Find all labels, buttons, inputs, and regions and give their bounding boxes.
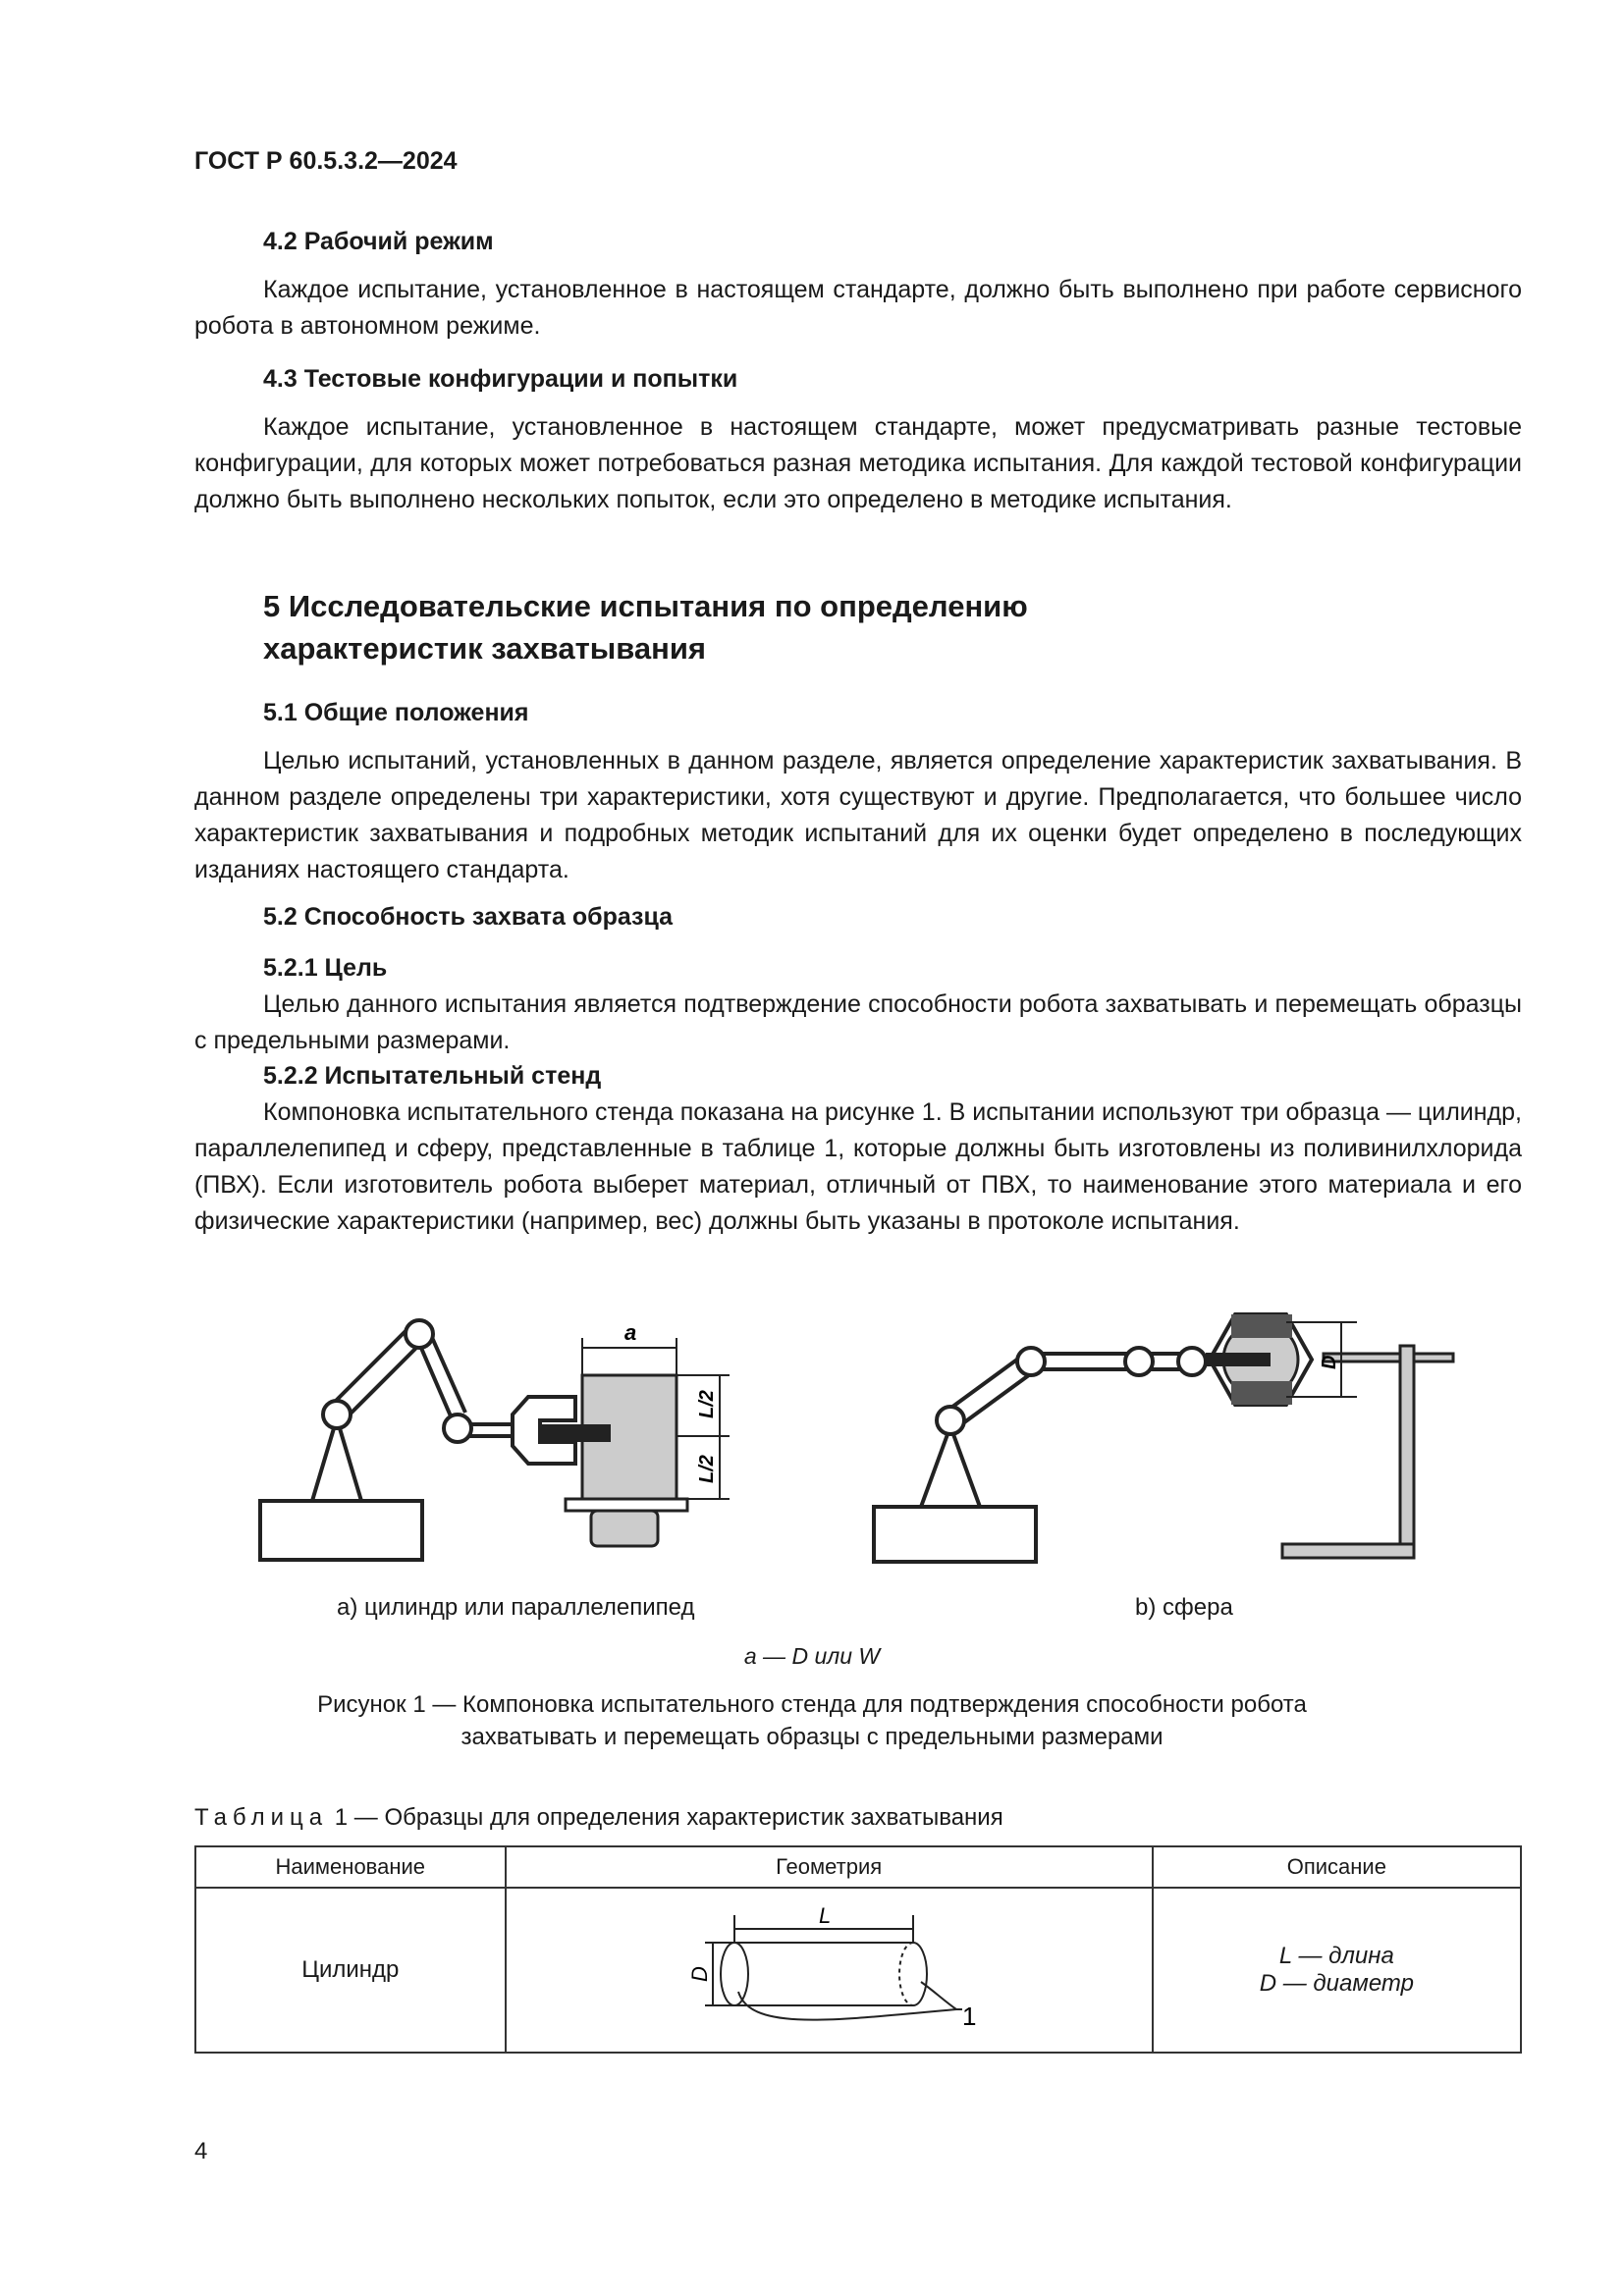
dimension-label-l2-top: L/2 [696,1390,718,1418]
table-title-rest: 1 — Образцы для определения характеристик захватывания [328,1804,1003,1831]
section-5-2-2 [194,1058,1522,1240]
figure-title [295,1688,1329,1753]
section-heading: 4.2 Рабочий режим [263,228,494,255]
geom-label-l: L [819,1902,832,1928]
cylinder-sketch [662,1894,996,2041]
section-heading: 5.2.1 Цель [263,954,388,982]
specimen-description [1153,1888,1521,2053]
figure-title-line2: захватывать и перемещать образцы с предельными размерами [460,1724,1164,1750]
sphere-stand [1282,1346,1453,1558]
specimen-table [194,1845,1522,2054]
section-heading-line2: характеристик захватывания [263,631,706,666]
desc-line: D — диаметр [1259,1970,1414,1997]
table-header-row [195,1846,1521,1888]
section-5-1 [194,695,1522,888]
section-5-2 [194,899,1522,935]
section-heading: 5.2.2 Испытательный стенд [263,1062,602,1090]
figure-caption-a: a) цилиндр или параллелепипед [337,1594,695,1621]
section-heading: 5.2 Способность захвата образца [263,903,674,931]
robot-arm-a [260,1320,575,1560]
figure-legend: a — D или W [743,1643,881,1669]
specimen-name: Цилиндр [195,1888,506,2053]
table-row [195,1888,1521,2053]
figure-caption-b: b) сфера [1135,1594,1233,1621]
table-title-prefix: Таблица [194,1804,329,1831]
paragraph: Каждое испытание, установленное в настоящем стандарте, должно быть выполнено при работе сервисного робота в автономном режиме. [194,276,1522,340]
section-4-2 [194,224,1522,345]
table-header-cell: Наименование [195,1846,506,1888]
page-number: 4 [194,2138,208,2164]
geom-label-d: D [687,1965,713,1982]
paragraph: Каждое испытание, установленное в настоящем стандарте, может предусматривать разные тестовые конфигурации, для которых может потребоваться разная методика испытания. Для каждой тестовой конфигурации должно быть выполнено нескольких попыток, если это определено в методике испытания. [194,413,1522,513]
sphere-gripper [1206,1314,1312,1405]
section-heading: 5.1 Общие положения [263,699,529,726]
table-header-cell: Геометрия [506,1846,1153,1888]
paragraph: Целью данного испытания является подтверждение способности робота захватывать и перемещать образцы с предельными размерами. [194,990,1522,1054]
specimen-geometry [506,1888,1153,2053]
desc-line: L — длина [1278,1943,1394,1969]
paragraph: Целью испытаний, установленных в данном разделе, является определение характеристик захватывания. В данном разделе определены три характеристики, хотя существуют и другие. Предполагается, что большее число характеристик захватывания и подробных методик испытаний для их оценки будет определено в последующих изданиях настоящего стандарта. [194,747,1522,883]
section-heading: 4.3 Тестовые конфигурации и попытки [263,365,738,393]
document-header: ГОСТ Р 60.5.3.2—2024 [194,147,458,175]
paragraph: Компоновка испытательного стенда показана на рисунке 1. В испытании используют три образца — цилиндр, параллелепипед и сферу, представленные в таблице 1, которые должны быть изготовлены из поливинилхлорида (ПВХ). Если изготовитель робота выберет материал, отличный от ПВХ, то наименование этого материала и его физические характеристики (например, вес) должны быть указаны в протоколе испытания. [194,1098,1522,1235]
section-heading-line1: 5 Исследовательские испытания по определению [263,589,1028,623]
dimension-label-l2-bottom: L/2 [696,1455,718,1483]
figure-1 [194,1291,1522,1615]
table-title [194,1804,1003,1832]
dimension-label-d: D [1319,1355,1340,1369]
section-5 [194,585,1522,669]
section-5-2-1 [194,950,1522,1059]
geom-label-1: 1 [962,2001,977,2031]
section-4-3 [194,361,1522,518]
robot-arm-b [874,1348,1206,1562]
table-header-cell: Описание [1153,1846,1521,1888]
figure-title-line1: Рисунок 1 — Компоновка испытательного стенда для подтверждения способности робота [317,1691,1307,1718]
dimension-label-a: a [624,1320,637,1345]
